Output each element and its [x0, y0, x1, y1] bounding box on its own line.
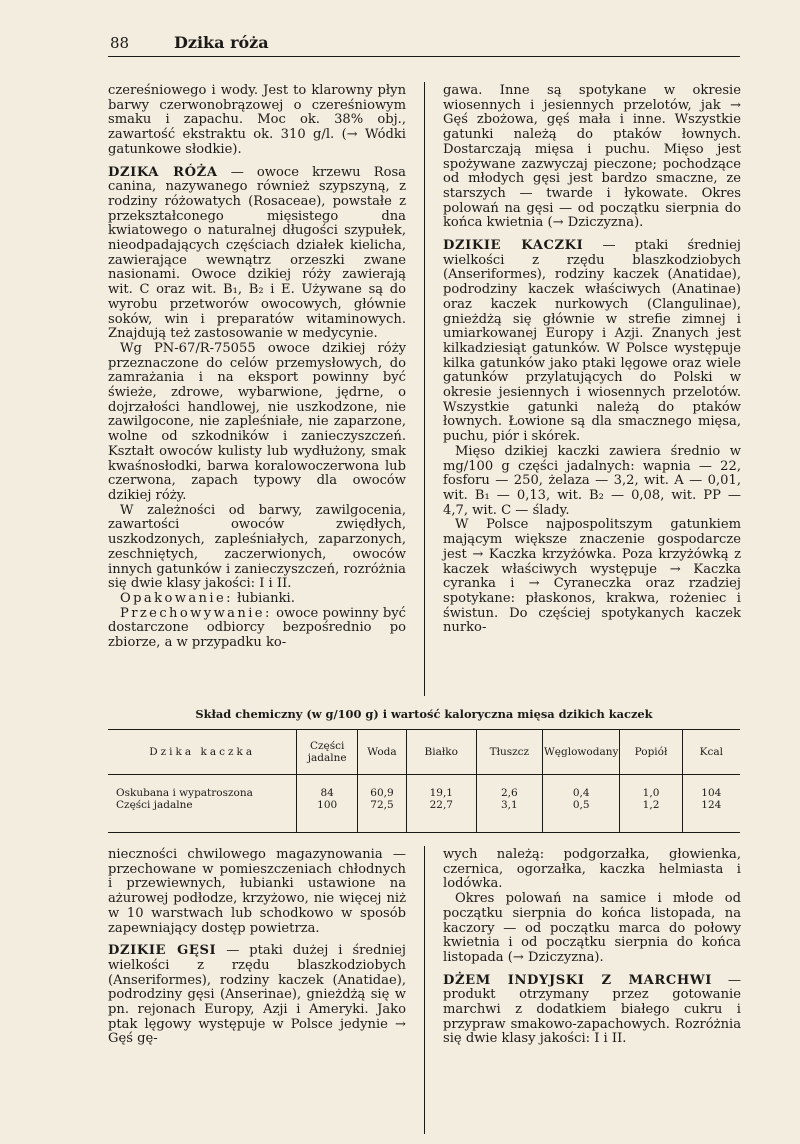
table-cell: Części jadalne [116, 799, 193, 811]
table-caption: Skład chemiczny (w g/100 g) i wartość kaloryczna mięsa dzikich kaczek [195, 707, 653, 721]
entry-headword: DZIKIE KACZKI [443, 238, 584, 254]
paragraph: czereśniowego i wody. Jest to klarowny płyn barwy czerwonobrązowej o czereśniowym smaku i zapachu. Moc ok. 38% obj., zawartość ekstraktu ok. 310 g/l. (→ Wódki gatunkowe słodkie). [108, 83, 406, 157]
table-cell: 72,5 [370, 799, 394, 811]
column-3 [108, 848, 406, 1047]
table-cell: 1,0 [642, 787, 660, 799]
table-cell: 19,1 [429, 787, 453, 799]
running-title: Dzika róża [174, 33, 269, 52]
entry-dzika-roza [108, 166, 406, 342]
packaging-text: łubianki. [232, 590, 295, 606]
col-header-protein: Białko [406, 730, 476, 775]
ash-values [620, 775, 682, 833]
edible-values [297, 775, 358, 833]
entry-headword: DŻEM INDYJSKI Z MARCHWI [443, 972, 712, 988]
table-cell: 124 [701, 799, 722, 811]
paragraph: Okres polowań na samice i młode od początku sierpnia do końca listopada, na kaczory — od początku marca do połowy kwietnia i od początku sierpnia do końca listopada (→ Dziczyzna). [443, 891, 741, 965]
kcal-values [682, 775, 740, 833]
paragraph: wych należą: podgorzałka, głowienka, czernica, ogorzałka, kaczka helmiasta i lodówka. [443, 847, 741, 892]
fat-values [476, 775, 542, 833]
table-cell: 100 [317, 799, 338, 811]
paragraph: W Polsce najpospolitszym gatunkiem mającym większe znaczenie gospodarcze jest → Kaczka krzyżówka. Poza krzyżówką z kaczek właściwych występuje → Kaczka cyranka i → Cyraneczka oraz rzadziej spotykane: płaskonos, krakwa, rożeniec i świstun. Do częściej spotykanych kaczek nurko- [443, 517, 741, 636]
entry-text: — ptaki dużej i średniej wielkości z rzędu blaszkodziobych (Anseriformes), rodziny kaczek (Anatidae), podrodziny gęsi (Anserinae), gnieżdżą się w pn. rejonach Europy, Azji i Ameryki. Jako ptak lęgowy występuje w Polsce jedynie → Gęś gę- [108, 943, 406, 1047]
table-header-row [108, 730, 740, 775]
entry-headword: DZIKA RÓŻA [108, 164, 218, 180]
storage-label: Przechowywanie: [120, 605, 272, 621]
entry-dzikie-kaczki [443, 239, 741, 445]
table-cell: Oskubana i wypatroszona [116, 787, 253, 799]
table-cell: 84 [320, 787, 334, 799]
composition-table [108, 729, 740, 833]
entry-text: — produkt otrzymany przez gotowanie marchwi z dodatkiem białego cukru i przypraw smakowo-zapachowych. Rozróżnia się dwie klasy jakości: I i II. [443, 972, 741, 1047]
protein-values [406, 775, 476, 833]
paragraph: gawa. Inne są spotykane w okresie wiosennych i jesiennych przelotów, jak → Gęś zbożowa, gęś mała i inne. Wszystkie gatunki należą do ptaków łownych. Dostarczają mięsa i puchu. Mięso jest spożywane zazwyczaj pieczone; pochodzące od młodych gęsi jest bardzo smaczne, ze starszych — twarde i łykowate. Okres polowań na gęsi — od początku sierpnia do końca kwietnia (→ Dziczyzna). [443, 83, 741, 231]
storage-paragraph [108, 607, 406, 651]
water-values [358, 775, 407, 833]
col-header-fat: Tłuszcz [476, 730, 542, 775]
col-header-water: Woda [358, 730, 407, 775]
paragraph: Mięso dzikiej kaczki zawiera średnio w mg/100 g części jadalnych: wapnia — 22, fosforu — 250, żelaza — 3,2, wit. A — 0,01, wit. B₁ — 0,13, wit. B₂ — 0,08, wit. PP — 4,7, wit. C — ślady. [443, 443, 741, 518]
table-cell: 0,5 [572, 799, 590, 811]
table-cell: 3,1 [500, 799, 518, 811]
table-cell: 1,2 [642, 799, 660, 811]
running-header [108, 30, 740, 57]
paragraph: nieczności chwilowego magazynowania — przechowane w pomieszczeniach chłodnych i przewiewnych, łubianki ustawione na ażurowej podłodze, krzyżowo, nie więcej niż w 10 warstwach lub schodkowo w sposób zapewniający dostęp powietrza. [108, 847, 406, 936]
entry-headword: DZIKIE GĘSI [108, 943, 217, 959]
packaging-paragraph [108, 592, 406, 607]
col-header-edible: Części jadalne [297, 730, 358, 775]
col-header-name: Dzika kaczka [108, 730, 297, 775]
col-header-ash: Popiół [620, 730, 682, 775]
column-4 [443, 848, 741, 1047]
entry-text: — ptaki średniej wielkości z rzędu blaszkodziobych (Anseriformes), rodziny kaczek (Anatidae), podrodziny kaczek właściwych (Anatinae) oraz kaczek nurkowych (Clangulinae), gnieżdżą się głównie w strefie zimnej i umiarkowanej Europy i Azji. Znanych jest kilkadziesiąt gatunków. W Polsce występuje kilka gatunków jako ptaki lęgowe oraz wiele gatunków przylatujących do Polski w okresie jesiennych i wiosennych przelotów. Wszystkie gatunki należą do ptaków łownych. Łowione są dla smacznego mięsa, puchu, piór i skórek. [443, 238, 741, 445]
col-header-kcal: Kcal [682, 730, 740, 775]
carbs-values [543, 775, 620, 833]
paragraph: W zależności od barwy, zawilgocenia, zawartości owoców zwiędłych, uszkodzonych, zapleśniałych, zaparzonych, zeschniętych, zaczerwionych, owoców innych gatunków i zanieczyszczeń, rozróżnia się dwie klasy jakości: I i II. [108, 502, 406, 592]
table-cell: 0,4 [572, 787, 590, 799]
col-header-carbs: Węglowodany [543, 730, 620, 775]
table-data-row [108, 775, 740, 833]
entry-text: — owoce krzewu Rosa canina, nazywanego również szypszyną, z rodziny różowatych (Rosaceae), powstałe z przekształconego mięsistego dna kwiatowego o naturalnej długości szypułek, nieodpadających częściach działek kielicha, zawierające wewnątrz orzeszki zwane nasionami. Owoce dzikiej róży zawierają wit. C oraz wit. B₁, B₂ i E. Używane są do wyrobu przetworów owocowych, głównie soków, win i preparatów witaminowych. Znajdują też zastosowanie w medycynie. [108, 164, 406, 342]
column-divider-bottom [424, 846, 425, 1134]
table-cell: 22,7 [429, 799, 453, 811]
table-cell: 2,6 [500, 787, 518, 799]
entry-dzem-indyjski [443, 974, 741, 1048]
entry-dzikie-gesi [108, 944, 406, 1047]
column-2 [443, 84, 741, 636]
row-names [108, 775, 297, 833]
column-divider-top [424, 82, 425, 696]
paragraph: Wg PN-67/R-75055 owoce dzikiej róży przeznaczone do celów przemysłowych, do zamrażania i na eksport powinny być świeże, zdrowe, wybarwione, jędrne, o dojrzałości handlowej, nie uszkodzone, nie zawilgocone, nie zapleśniałe, nie zaparzone, wolne od szkodników i zanieczyszczeń. Kształt owoców kulisty lub wydłużony, smak kwaśnosłodki, barwa koralowoczerwona lub czerwona, zapach typowy dla owoców dzikiej róży. [108, 340, 406, 503]
table-cell: 104 [701, 787, 722, 799]
column-1 [108, 84, 406, 651]
table-cell: 60,9 [370, 787, 394, 799]
storage-text: owoce powinny być dostarczone odbiorcy bezpośrednio po zbiorze, a w przypadku ko- [108, 605, 406, 651]
page-number: 88 [110, 34, 130, 52]
packaging-label: Opakowanie: [120, 590, 233, 606]
